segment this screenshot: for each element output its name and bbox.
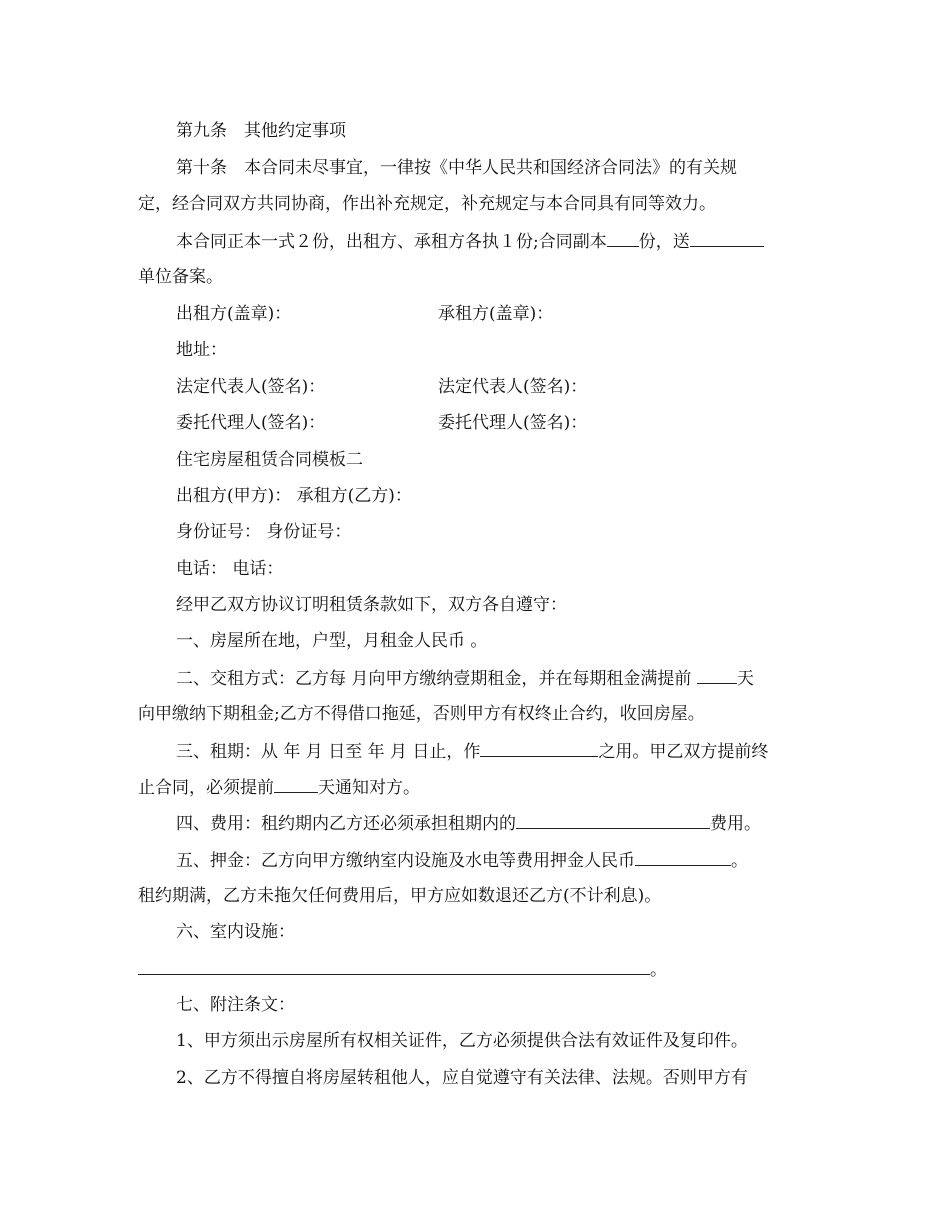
filing-unit-blank: [690, 229, 764, 247]
lessee-legal-rep-label: 法定代表人(签名)：: [438, 377, 588, 397]
clause-4-fees: 四、费用：租约期内乙方还必须承担租期内的 费用。: [176, 811, 856, 836]
facilities-blank: [138, 957, 650, 975]
advance-days-blank: [697, 666, 737, 684]
clause-7-notes: 七、附注条文：: [176, 995, 295, 1015]
clause-6-facilities: 六、室内设施：: [176, 922, 295, 942]
address-label: 地址：: [176, 340, 227, 360]
copies-clause-line-1: 本合同正本一式２份，出租方、承租方各执１份;合同副本 份，送: [176, 229, 856, 254]
lessor-legal-rep-label: 法定代表人(签名)：: [176, 377, 326, 397]
clause-3-term-line-2: 止合同，必须提前 天通知对方。: [138, 775, 818, 800]
lessor-seal-label: 出租方(盖章)：: [176, 304, 292, 324]
lessee-agent-label: 委托代理人(签名)：: [438, 413, 588, 433]
note-2: 2、乙方不得擅自将房屋转租他人，应自觉遵守有关法律、法规。否则甲方有: [176, 1068, 748, 1088]
clause-2-payment-line-1: 二、交租方式：乙方每 月向甲方缴纳壹期租金，并在每期租金满提前 天: [176, 666, 856, 691]
copies-clause-line-2: 单位备案。: [138, 267, 223, 287]
article-10-line-2: 定，经合同双方共同协商，作出补充规定，补充规定与本合同具有同等效力。: [138, 194, 716, 214]
template-2-title: 住宅房屋租赁合同模板二: [176, 450, 363, 470]
facilities-blank-line: 。: [138, 957, 818, 982]
usage-purpose-blank: [480, 739, 598, 757]
note-1: 1、甲方须出示房屋所有权相关证件，乙方必须提供合法有效证件及复印件。: [176, 1031, 748, 1051]
parties-line: 出租方(甲方)： 承租方(乙方)：: [176, 486, 412, 506]
copies-count-blank: [607, 229, 639, 247]
clause-1-location: 一、房屋所在地，户型，月租金人民币 。: [176, 631, 488, 651]
phone-line: 电话： 电话：: [176, 559, 284, 579]
deposit-amount-blank: [635, 848, 731, 866]
agreement-intro: 经甲乙双方协议订明租赁条款如下，双方各自遵守：: [176, 595, 567, 615]
lessor-agent-label: 委托代理人(签名)：: [176, 413, 326, 433]
clause-3-term-line-1: 三、租期：从 年 月 日至 年 月 日止，作 之用。甲乙双方提前终: [176, 739, 856, 764]
lessee-seal-label: 承租方(盖章)：: [438, 304, 554, 324]
article-10-line-1: 第十条 本合同未尽事宜，一律按《中华人民共和国经济合同法》的有关规: [176, 158, 737, 178]
clause-5-deposit-line-2: 租约期满，乙方未拖欠任何费用后，甲方应如数退还乙方(不计利息)。: [138, 886, 662, 906]
id-number-line: 身份证号： 身份证号：: [176, 522, 352, 542]
fees-blank: [516, 811, 710, 829]
notice-days-blank: [274, 775, 318, 793]
article-9-heading: 第九条 其他约定事项: [176, 121, 346, 141]
clause-5-deposit-line-1: 五、押金：乙方向甲方缴纳室内设施及水电等费用押金人民币 。: [176, 848, 856, 873]
clause-2-payment-line-2: 向甲缴纳下期租金;乙方不得借口拖延，否则甲方有权终止合约，收回房屋。: [138, 704, 705, 724]
